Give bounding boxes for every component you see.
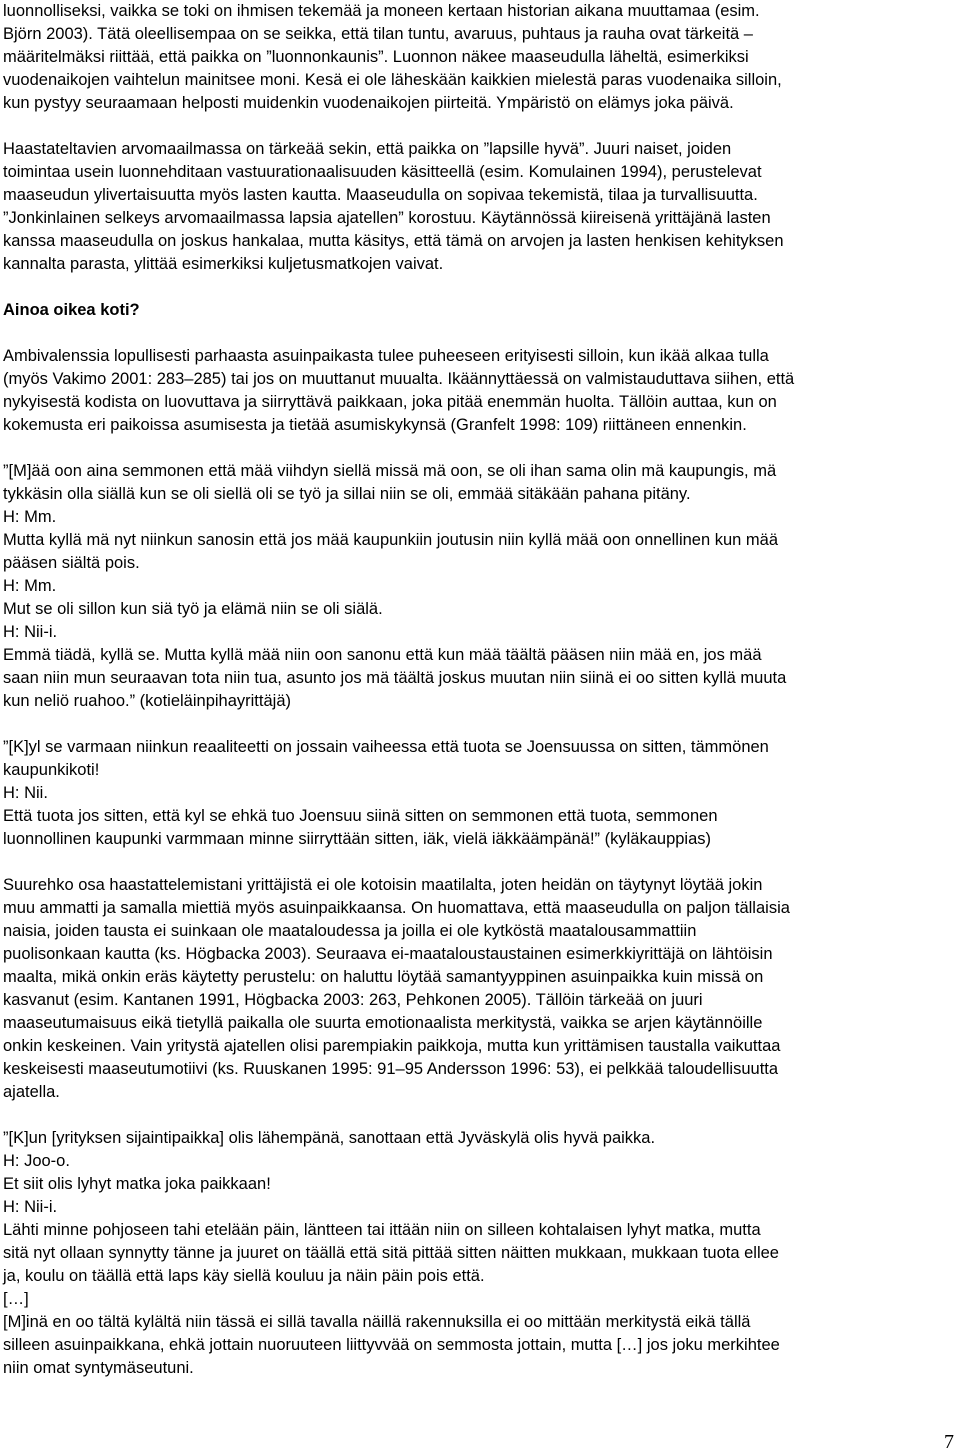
text-line: Mut se oli sillon kun siä työ ja elämä niin se oli siälä. [3,600,383,618]
text-line: H: Joo-o. [3,1152,70,1170]
text-line: kasvanut (esim. Kantanen 1991, Högbacka 2003: 263, Pehkonen 2005). Tällöin tärkeää on juuri [3,991,703,1009]
text-paragraph [3,736,953,851]
text-paragraph [3,345,953,437]
text-line: toimintaa usein luonnehditaan vastuurationaalisuuden käsitteellä (esim. Komulainen 1994), perustelevat [3,163,762,181]
text-line: ”[K]un [yrityksen sijaintipaikka] olis lähempänä, sanottaan että Jyväskylä olis hyvä paikka. [3,1129,656,1147]
text-line: muu ammatti ja samalla miettiä myös asuinpaikkaansa. On huomattava, että maaseudulla on paljon tällaisia [3,899,790,917]
text-line: Että tuota jos sitten, että kyl se ehkä tuo Joensuu siinä sitten on semmonen että tuota, semmonen [3,807,718,825]
text-line: tykkäsin olla siällä kun se oli siellä oli se työ ja sillai niin se oli, emmää sitäkään pahana pitäny. [3,485,691,503]
text-line: kaupunkikoti! [3,761,100,779]
paragraph-spacer [3,276,953,299]
paragraph-spacer [3,1104,953,1127]
text-paragraph [3,1127,953,1380]
text-line: kun pystyy seuraamaan helposti muidenkin vuodenaikojen piirteitä. Ympäristö on elämys joka päivä. [3,94,734,112]
text-line: sitä nyt ollaan synnytty tänne ja juuret on täällä että sitä pittää sitten näitten mukkaan, mukkaan tuota ellee [3,1244,779,1262]
text-line: niin omat syntymäseutuni. [3,1359,194,1377]
text-line: silleen asuinpaikkana, ehkä jottain nuoruuteen liittyvvää on semmosta jottain, mutta […] jos joku merkihtee [3,1336,780,1354]
text-line: naisia, joiden tausta ei suinkaan ole maataloudessa ja joilla ei ole kytköstä maatalousammattiin [3,922,697,940]
text-line: keskeisesti maaseutumotiivi (ks. Ruuskanen 1995: 91–95 Andersson 1996: 53), ei pelkkää taloudellisuutta [3,1060,779,1078]
document-page [3,0,953,1380]
text-line: Mutta kyllä mä nyt niinkun sanosin että jos mää kaupunkiin joutusin niin kyllä mää oon onnellinen kun mää [3,531,779,549]
paragraph-spacer [3,713,953,736]
text-line: nykyisestä kodista on luovuttava ja siirryttävä paikkaan, joka pitää enemmän huolta. Tällöin auttaa, kun on [3,393,777,411]
paragraph-spacer [3,322,953,345]
text-line: luonnolliseksi, vaikka se toki on ihmisen tekemää ja moneen kertaan historian aikana muuttamaa (esim. [3,2,760,20]
text-line: kannalta parasta, ylittää esimerkiksi kuljetusmatkojen vaivat. [3,255,444,273]
text-line: maalta, mikä onkin eräs käytetty perustelu: on haluttu löytää samantyyppinen asuinpaikka kuin missä on [3,968,764,986]
text-line: ”[M]ää oon aina semmonen että mää viihdyn siellä missä mä oon, se oli ihan sama olin mä kaupungis, mä [3,462,777,480]
text-line: Lähti minne pohjoseen tahi etelään päin, läntteen tai ittään niin on silleen kohtalaisen lyhyt matka, mutta [3,1221,761,1239]
text-paragraph [3,0,953,115]
text-line: Björn 2003). Tätä oleellisempaa on se seikka, että tilan tuntu, avaruus, puhtaus ja rauha ovat tärkeitä – [3,25,753,43]
paragraph-spacer [3,437,953,460]
text-line: H: Mm. [3,577,57,595]
text-line: maaseudun ylivertaisuutta myös lasten kautta. Maaseudulla on sopivaa tekemistä, tilaa ja turvallisuutta. [3,186,758,204]
paragraph-spacer [3,115,953,138]
text-line: […] [3,1290,29,1308]
text-line: saan niin mun seuraavan tota niin tua, asunto jos mä täältä joskus muutan niin siinä ei oo sitten kyllä muuta [3,669,787,687]
text-line: kanssa maaseudulla on joskus hankalaa, mutta käsitys, että tämä on arvojen ja lasten henkisen kehityksen [3,232,784,250]
text-line: Ainoa oikea koti? [3,301,140,319]
text-line: [M]inä en oo tältä kylältä niin tässä ei sillä tavalla näillä rakennuksilla ei oo mittään merkitystä eikä tällä [3,1313,751,1331]
text-line: maaseutumaisuus eikä tietyllä paikalla ole suurta emotionaalista merkitystä, vaikka se arjen käytännöille [3,1014,763,1032]
text-line: H: Nii. [3,784,48,802]
text-line: H: Mm. [3,508,57,526]
text-line: H: Nii-i. [3,623,58,641]
text-line: kun neliö ruahoo.” (kotieläinpihayrittäjä) [3,692,291,710]
text-line: H: Nii-i. [3,1198,58,1216]
text-line: pääsen siältä pois. [3,554,140,572]
page-number: 7 [944,1431,954,1453]
text-line: Haastateltavien arvomaailmassa on tärkeää sekin, että paikka on ”lapsille hyvä”. Juuri naiset, joiden [3,140,732,158]
text-line: kokemusta eri paikoissa asumisesta ja tietää asumiskykynsä (Granfelt 1998: 109) riittäneen ennenkin. [3,416,747,434]
text-line: onkin keskeinen. Vain yritystä ajatellen olisi parempiakin paikkoja, mutta kun yrittämisen taustalla vaikuttaa [3,1037,781,1055]
section-heading [3,299,953,322]
text-paragraph [3,460,953,713]
text-line: puolisonkaan kautta (ks. Högbacka 2003). Seuraava ei-maataloustaustainen esimerkkiyrittäjä on lähtöisin [3,945,773,963]
text-line: luonnollinen kaupunki varmmaan minne siirryttään sitten, iäk, vielä iäkkäämpänä!” (kyläkauppias) [3,830,712,848]
paragraph-spacer [3,851,953,874]
text-line: (myös Vakimo 2001: 283–285) tai jos on muuttanut muualta. Ikäännyttäessä on valmistauduttava siihen, että [3,370,795,388]
text-line: Emmä tiädä, kyllä se. Mutta kyllä mää niin oon sanonu että kun mää täältä pääsen niin mää en, jos mää [3,646,762,664]
text-line: ”Jonkinlainen selkeys arvomaailmassa lapsia ajatellen” korostuu. Käytännössä kiireisenä yrittäjänä lasten [3,209,771,227]
text-line: ajatella. [3,1083,60,1101]
text-paragraph [3,138,953,276]
text-line: ”[K]yl se varmaan niinkun reaaliteetti on jossain vaiheessa että tuota se Joensuussa on sitten, tämmönen [3,738,769,756]
text-line: ja, koulu on täällä että laps käy siellä kouluu ja näin päin pois että. [3,1267,485,1285]
text-line: vuodenaikojen vaihtelun mainitsee moni. Kesä ei ole läheskään kaikkien mielestä paras vuodenaika silloin, [3,71,782,89]
text-line: määritelmäksi riittää, että paikka on ”luonnonkaunis”. Luonnon näkee maaseudulla läheltä, esimerkiksi [3,48,749,66]
text-line: Et siit olis lyhyt matka joka paikkaan! [3,1175,271,1193]
text-line: Ambivalenssia lopullisesti parhaasta asuinpaikasta tulee puheeseen erityisesti silloin, kun ikää alkaa tulla [3,347,769,365]
text-paragraph [3,874,953,1104]
text-line: Suurehko osa haastattelemistani yrittäjistä ei ole kotoisin maatilalta, joten heidän on täytynyt löytää jokin [3,876,763,894]
